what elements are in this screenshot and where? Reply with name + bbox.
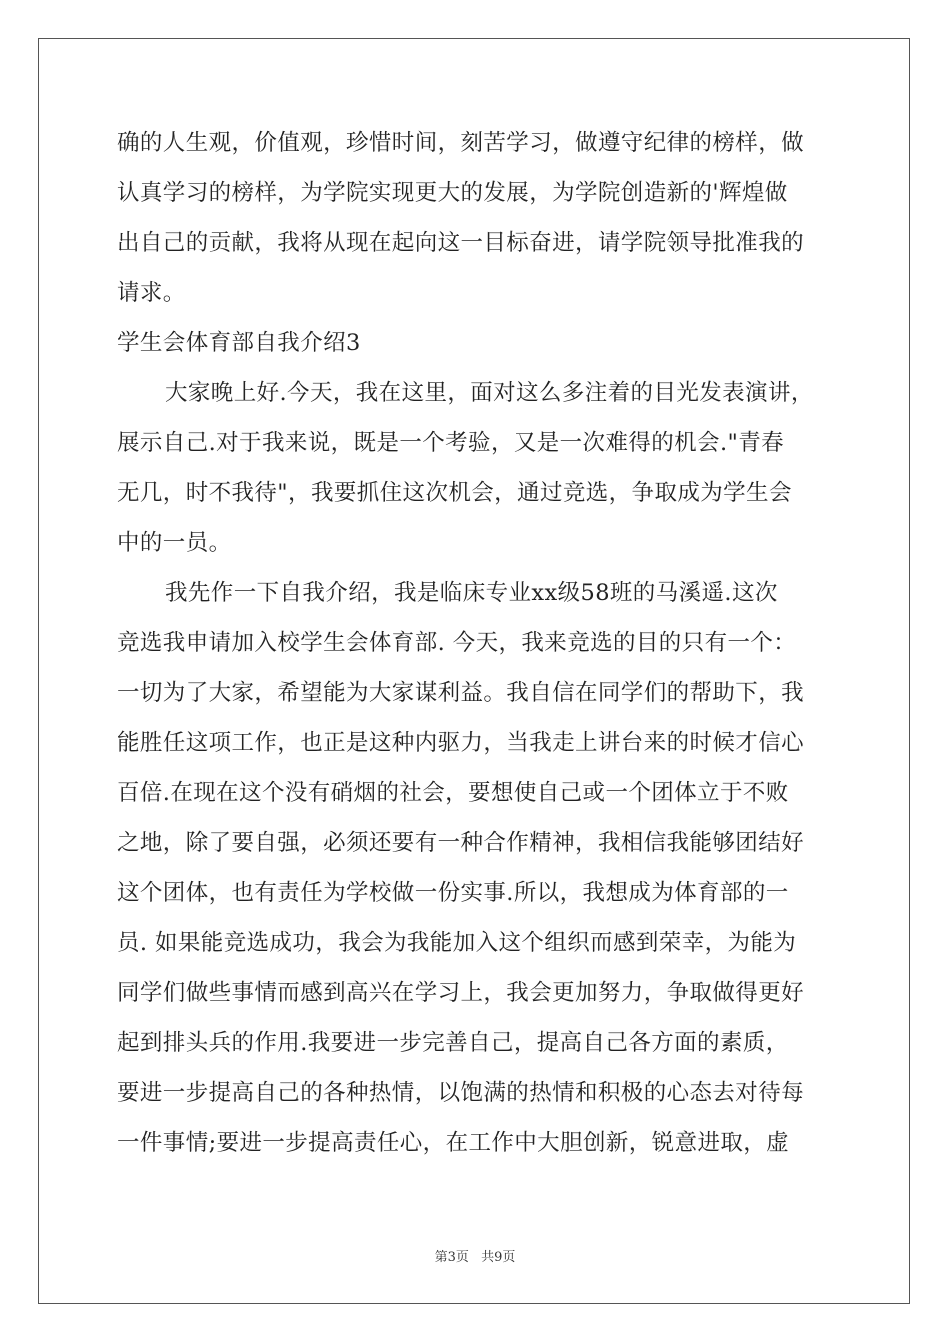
section-heading: 学生会体育部自我介绍3 bbox=[117, 330, 361, 356]
text-line: 竞选我申请加入校学生会体育部. 今天，我来竞选的目的只有一个： bbox=[117, 630, 797, 656]
text-line: 请求。 bbox=[117, 280, 186, 306]
page-footer bbox=[0, 1246, 950, 1265]
text-line: 中的一员。 bbox=[117, 530, 232, 556]
page-number-total: 共9页 bbox=[481, 1250, 516, 1265]
paragraph-start-line: 我先作一下自我介绍，我是临床专业xx级58班的马溪遥.这次 bbox=[165, 580, 778, 606]
text-line: 无几，时不我待"，我要抓住这次机会，通过竞选，争取成为学生会 bbox=[117, 480, 792, 506]
text-line: 之地，除了要自强，必须还要有一种合作精神，我相信我能够团结好 bbox=[117, 830, 805, 856]
text-line: 能胜任这项工作，也正是这种内驱力，当我走上讲台来的时候才信心 bbox=[117, 730, 805, 756]
text-line: 这个团体，也有责任为学校做一份实事.所以，我想成为体育部的一 bbox=[117, 880, 789, 906]
text-line: 出自己的贡献，我将从现在起向这一目标奋进，请学院领导批准我的 bbox=[117, 230, 805, 256]
text-line: 要进一步提高自己的各种热情，以饱满的热情和积极的心态去对待每 bbox=[117, 1080, 805, 1106]
text-line: 起到排头兵的作用.我要进一步完善自己，提高自己各方面的素质， bbox=[117, 1030, 789, 1056]
text-line: 百倍.在现在这个没有硝烟的社会，要想使自己或一个团体立于不败 bbox=[117, 780, 789, 806]
text-line: 一切为了大家，希望能为大家谋利益。我自信在同学们的帮助下，我 bbox=[117, 680, 805, 706]
text-line: 确的人生观，价值观，珍惜时间，刻苦学习，做遵守纪律的榜样，做 bbox=[117, 130, 805, 156]
page-number-current: 第3页 bbox=[434, 1250, 469, 1265]
text-line: 一件事情;要进一步提高责任心，在工作中大胆创新，锐意进取，虚 bbox=[117, 1130, 790, 1156]
text-line: 员. 如果能竞选成功，我会为我能加入这个组织而感到荣幸，为能为 bbox=[117, 930, 797, 956]
text-line: 同学们做些事情而感到高兴在学习上，我会更加努力，争取做得更好 bbox=[117, 980, 805, 1006]
text-line: 认真学习的榜样，为学院实现更大的发展，为学院创造新的'辉煌做 bbox=[117, 180, 788, 206]
paragraph-start-line: 大家晚上好.今天，我在这里，面对这么多注着的目光发表演讲， bbox=[165, 380, 814, 406]
text-line: 展示自己.对于我来说，既是一个考验，又是一次难得的机会."青春 bbox=[117, 430, 785, 456]
